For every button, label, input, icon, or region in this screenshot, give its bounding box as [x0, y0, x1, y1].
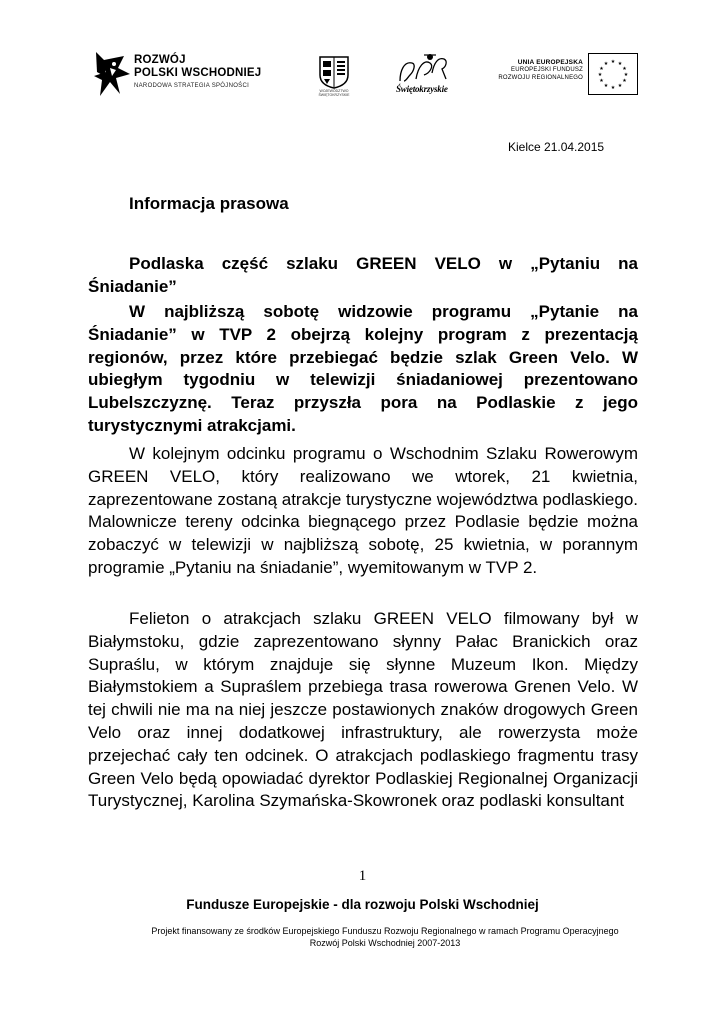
- body-paragraph-1: W kolejnym odcinku programu o Wschodnim Szlaku Rowerowym GREEN VELO, który realizowano we wtorek, 21 kwietnia, zaprezentowane zostaną atrakcje turystyczne województwa podlaskiego. Malownicze tereny odcinka biegnącego przez Podlasie będzie można zobaczyć w telewizji w najbliższą sobotę, 25 kwietnia, w porannym programie „Pytaniu na śniadanie”, wyemitowanym w TVP 2.: [88, 444, 638, 577]
- crest-caption: WOJEWÓDZTWO ŚWIĘTOKRZYSKIE: [318, 89, 350, 97]
- body-paragraph-2: Felieton o atrakcjach szlaku GREEN VELO filmowany był w Białymstoku, gdzie zaprezentowano słynny Pałac Branickich oraz Supraślu, w którym znajduje się słynne Muzeum Ikon. Między Białymstokiem a Supraślem przebiega trasa rowerowa Grenen Velo. W tej chwili nie ma na niej jeszcze postawionych znaków drogowych Green Velo oraz innej dodatkowej infrastruktury, ale rowerzysta może przejechać cały ten odcinek. O atrakcjach podlaskiego fragmentu trasy Green Velo będą opowiadać dyrektor Podlaskiej Regionalnej Organizacji Turystycznej, Karolina Szymańska-Skowronek oraz podlaski konsultant: [88, 609, 638, 811]
- crest-icon: [316, 55, 352, 89]
- svg-text:★: ★: [603, 83, 609, 89]
- document-date: Kielce 21.04.2015: [508, 140, 605, 154]
- svg-text:★: ★: [617, 83, 623, 89]
- swietokrzyskie-figure-icon: [394, 53, 454, 85]
- swietokrzyskie-logo-text: Świętokrzyskie: [396, 84, 448, 94]
- rpw-logo-line1: ROZWÓJ: [134, 54, 186, 66]
- star-icon: [94, 50, 132, 102]
- eu-flag-icon: [588, 53, 638, 95]
- svg-text:★: ★: [622, 78, 627, 84]
- svg-text:★: ★: [599, 66, 604, 72]
- rpw-logo-line2: POLSKI WSCHODNIEJ: [134, 67, 262, 79]
- document-title: Podlaska część szlaku GREEN VELO w „Pytaniu na Śniadanie”: [88, 254, 638, 296]
- svg-text:★: ★: [622, 66, 627, 72]
- footer-title: Fundusze Europejskie - dla rozwoju Polski Wschodniej: [186, 897, 539, 912]
- eu-logo-line3: ROZWOJU REGIONALNEGO: [498, 74, 583, 81]
- svg-text:★: ★: [599, 78, 604, 84]
- eu-logo-text: [495, 59, 583, 82]
- svg-text:★: ★: [603, 61, 609, 67]
- document-label: Informacja prasowa: [129, 194, 289, 213]
- rpw-logo: [94, 50, 284, 102]
- eu-logo-line2: EUROPEJSKI FUNDUSZ: [511, 67, 583, 73]
- svg-text:★: ★: [610, 85, 616, 91]
- svg-text:★: ★: [617, 61, 623, 67]
- rpw-logo-line3: NARODOWA STRATEGIA SPÓJNOŚCI: [134, 83, 250, 89]
- svg-text:★: ★: [623, 72, 629, 78]
- page-number: 1: [358, 868, 367, 884]
- svg-text:★: ★: [597, 72, 603, 78]
- footer-note: Projekt finansowany ze środków Europejskiego Funduszu Rozwoju Regionalnego w ramach Programu Operacyjnego Rozwój Polski Wschodniej 2007-2013: [151, 926, 619, 948]
- eu-logo-line1: UNIA EUROPEJSKA: [517, 59, 583, 66]
- svg-text:★: ★: [610, 59, 616, 65]
- voivodeship-crest: [316, 55, 352, 99]
- lead-paragraph: W najbliższą sobotę widzowie programu „Pytanie na Śniadanie” w TVP 2 obejrzą kolejny program z prezentacją regionów, przez które przebiegać będzie szlak Green Velo. W ubiegłym tygodniu w telewizji śniadaniowej prezentowano Lubelszczyznę. Teraz przyszła pora na Podlaskie z jego turystycznymi atrakcjami.: [88, 302, 638, 435]
- swietokrzyskie-logo: [394, 53, 456, 99]
